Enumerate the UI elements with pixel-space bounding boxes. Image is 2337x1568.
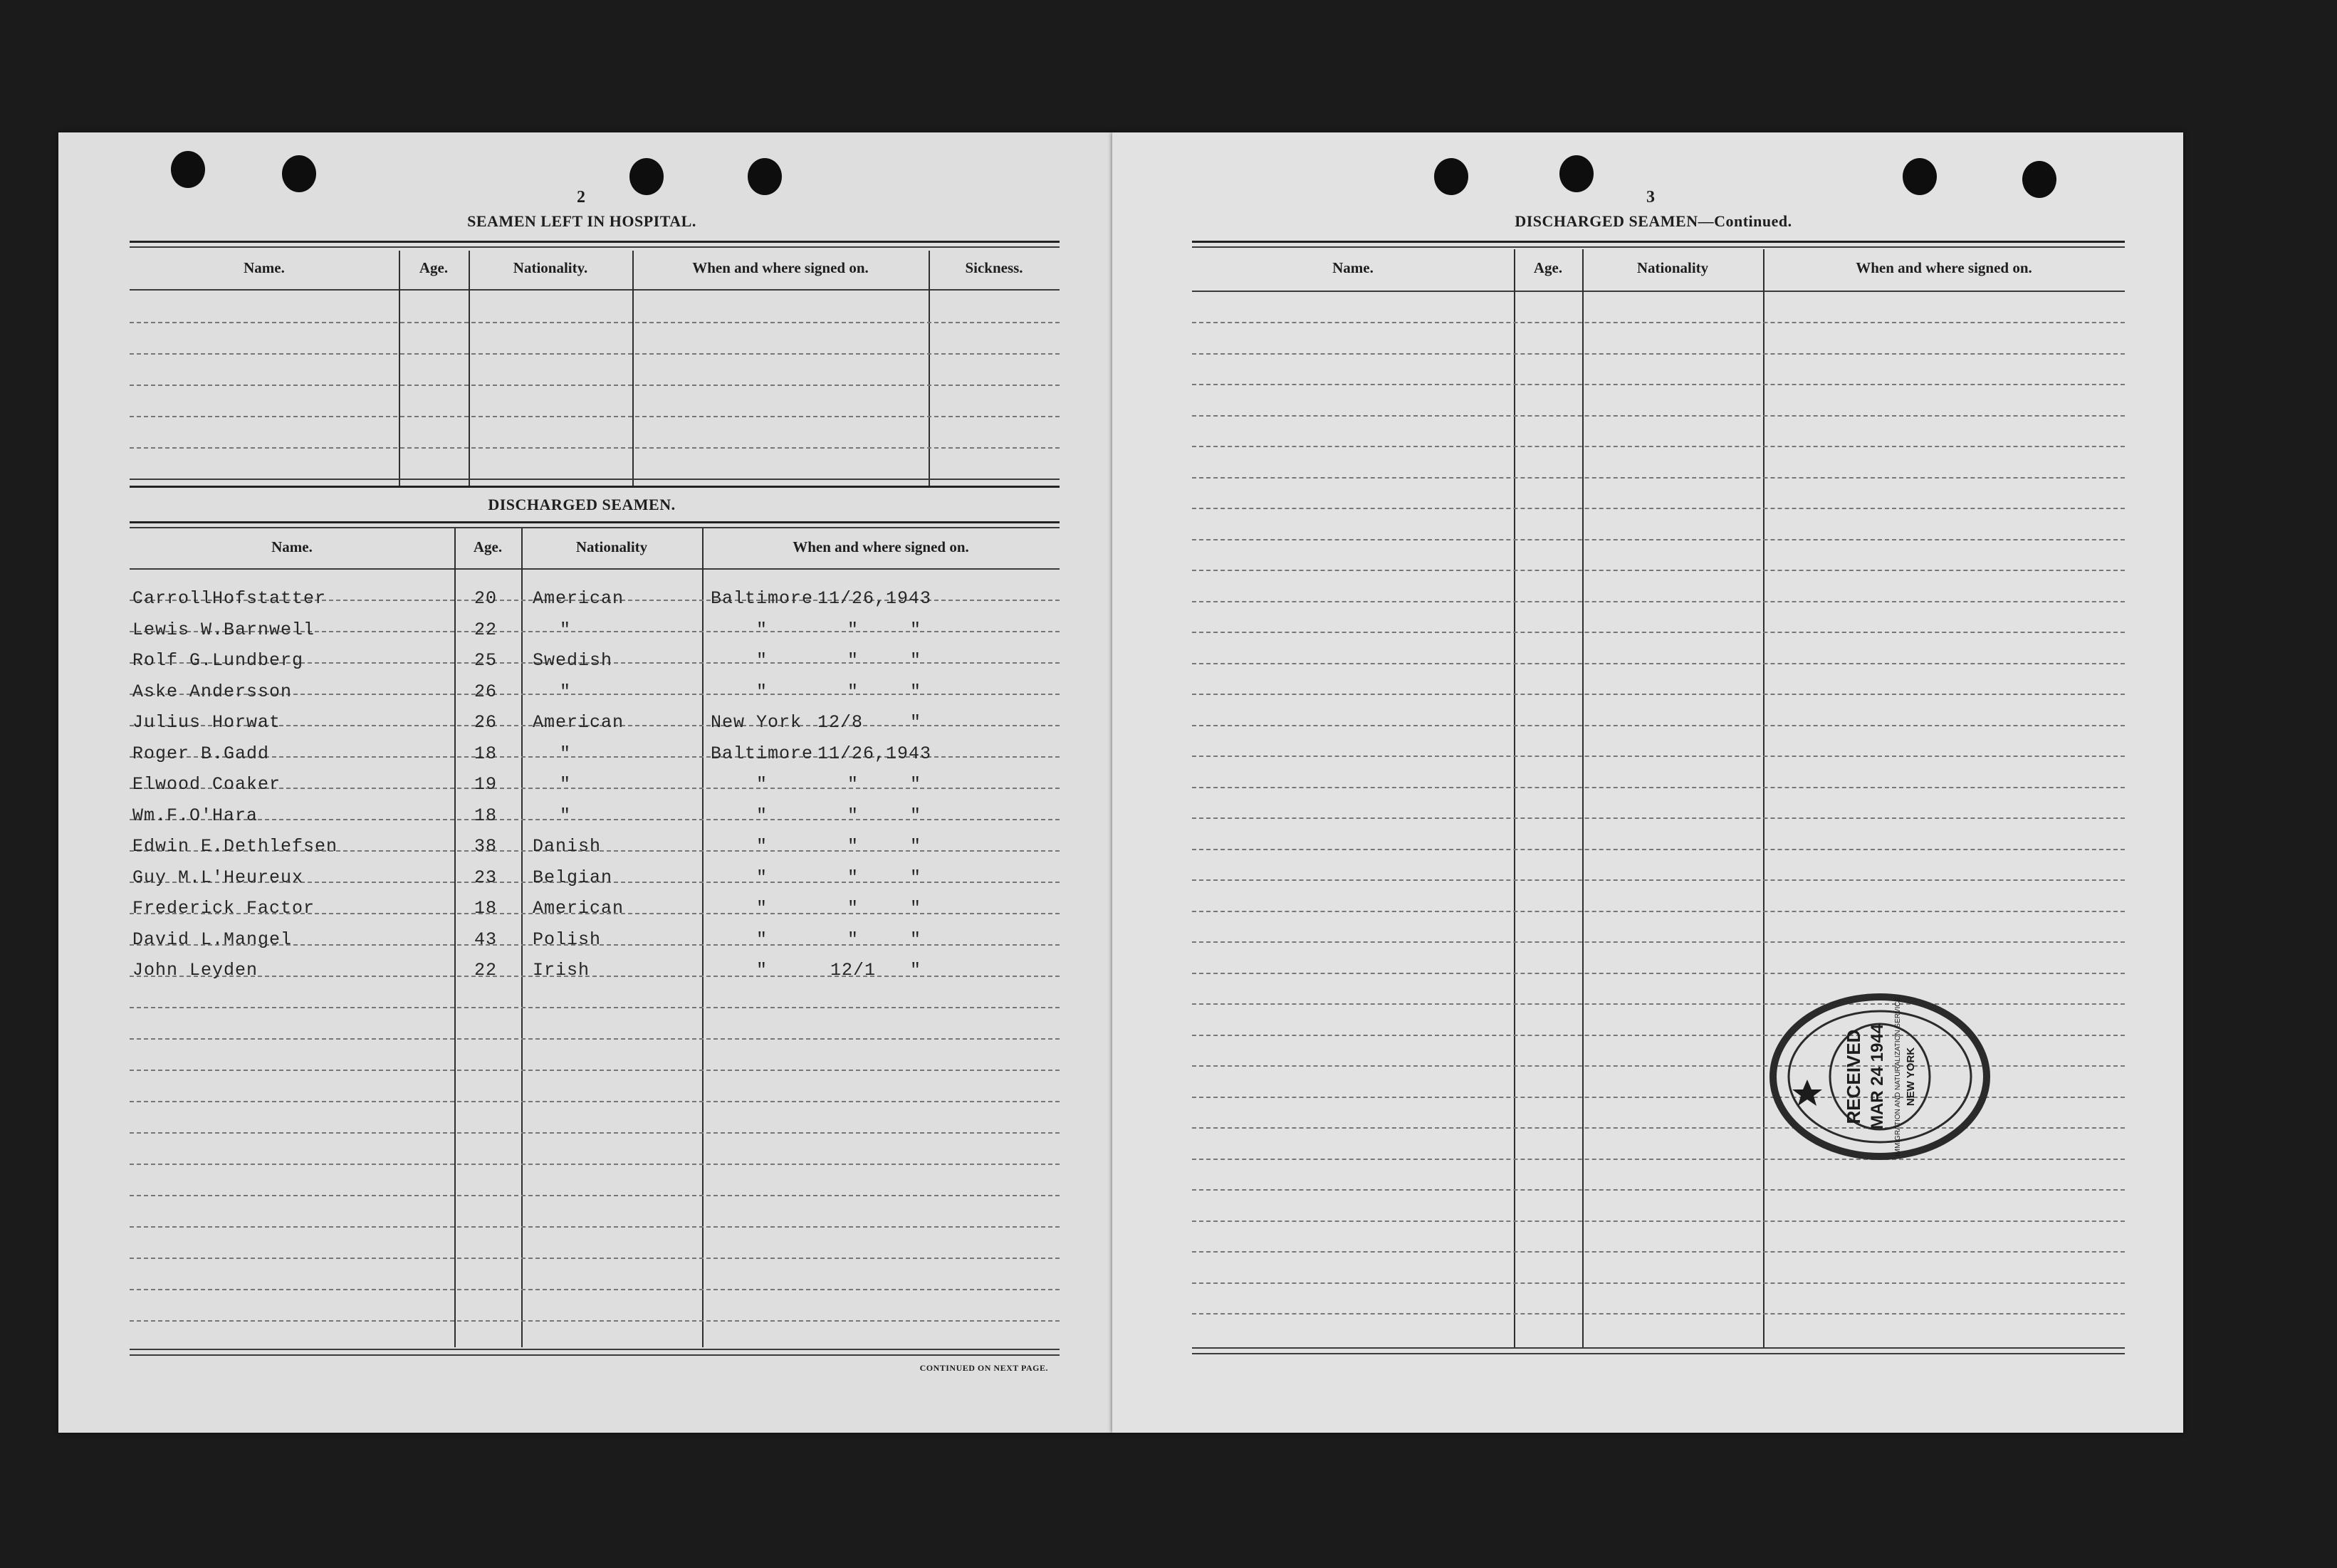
ruled-line [1192, 879, 2125, 881]
signed-on-date: " [847, 929, 859, 950]
column-divider [929, 251, 930, 486]
received-stamp [1766, 991, 1994, 1162]
ruled-line [1192, 353, 2125, 355]
column-header-signed-on: When and where signed on. [692, 259, 869, 276]
ruled-line [1192, 973, 2125, 974]
ruled-line [1192, 787, 2125, 788]
table-rule [130, 246, 1060, 248]
ruled-line [1192, 941, 2125, 943]
seaman-age: 22 [474, 960, 498, 981]
hospital-section-title: SEAMEN LEFT IN HOSPITAL. [467, 212, 696, 230]
binder-hole [171, 151, 205, 188]
column-divider [1514, 249, 1515, 1347]
seaman-name: Aske Andersson [132, 681, 293, 702]
ruled-line [1192, 539, 2125, 540]
ruled-line [130, 1289, 1060, 1290]
signed-on-date: " [847, 619, 859, 640]
signed-on-ditto: " [910, 929, 922, 950]
ruled-line [130, 353, 1060, 355]
signed-on-ditto: " [910, 960, 922, 981]
signed-on-date: 12/8 [817, 712, 864, 733]
ruled-line [1192, 663, 2125, 664]
ruled-line [1192, 1221, 2125, 1222]
ruled-line [130, 1226, 1060, 1228]
seaman-nationality: " [560, 681, 572, 702]
seaman-age: 20 [474, 588, 498, 609]
signed-on-place: " [756, 619, 768, 640]
ruled-line [130, 1007, 1060, 1008]
ruled-line [130, 1195, 1060, 1196]
seaman-name: CarrollHofstatter [132, 588, 327, 609]
column-header-name: Name. [1332, 259, 1374, 276]
column-header-nationality: Nationality. [513, 259, 588, 276]
table-rule [130, 486, 1060, 488]
signed-on-ditto: " [910, 681, 922, 702]
signed-on-place: " [756, 929, 768, 950]
stamp-service-text: IMMIGRATION AND NATURALIZATION SERVICE [1894, 996, 1902, 1157]
seaman-age: 22 [474, 619, 498, 640]
ruled-line [130, 416, 1060, 417]
column-header-name: Name. [271, 538, 313, 555]
signed-on-ditto: " [910, 898, 922, 919]
signed-on-ditto: " [910, 774, 922, 795]
ruled-line [130, 1132, 1060, 1134]
column-header-name: Name. [244, 259, 285, 276]
signed-on-place: " [756, 867, 768, 888]
ruled-line [130, 1070, 1060, 1071]
seaman-age: 18 [474, 898, 498, 919]
seaman-nationality: " [560, 619, 572, 640]
column-header-age: Age. [419, 259, 449, 276]
seaman-name: John Leyden [132, 960, 258, 981]
seaman-nationality: " [560, 743, 572, 764]
discharged-continued-title: DISCHARGED SEAMEN—Continued. [1515, 212, 1792, 230]
ruled-line [1192, 477, 2125, 479]
signed-on-date: " [847, 898, 859, 919]
ruled-line [1192, 322, 2125, 323]
seaman-name: Guy M.L'Heureux [132, 867, 304, 888]
seaman-nationality: American [533, 588, 624, 609]
table-rule [130, 289, 1060, 291]
signed-on-ditto: " [910, 836, 922, 857]
seaman-age: 18 [474, 805, 498, 826]
seaman-nationality: American [533, 898, 624, 919]
signed-on-place: " [756, 681, 768, 702]
binder-hole [282, 155, 316, 192]
ruled-line [130, 1038, 1060, 1040]
continued-note: CONTINUED ON NEXT PAGE. [919, 1363, 1048, 1373]
column-header-age: Age. [1533, 259, 1563, 276]
ruled-line [1192, 1313, 2125, 1314]
ruled-line [130, 1320, 1060, 1322]
ruled-line [1192, 817, 2125, 819]
column-divider [1582, 249, 1584, 1347]
seaman-name: Julius Horwat [132, 712, 281, 733]
ruled-line [1192, 570, 2125, 571]
ruled-line [1192, 632, 2125, 633]
table-rule [130, 527, 1060, 528]
ruled-line [130, 385, 1060, 386]
signed-on-ditto: " [910, 712, 922, 733]
ruled-line [1192, 446, 2125, 447]
signed-on-place: New York [711, 712, 802, 733]
signed-on-ditto: " [910, 867, 922, 888]
seaman-age: 19 [474, 774, 498, 795]
column-divider [702, 528, 704, 1347]
table-rule [1192, 241, 2125, 243]
ruled-line [130, 1164, 1060, 1165]
table-rule [130, 521, 1060, 523]
column-divider [1763, 249, 1764, 1347]
signed-on-ditto: " [910, 805, 922, 826]
seaman-name: Rolf G.Lundberg [132, 650, 304, 671]
seaman-name: Elwood Coaker [132, 774, 281, 795]
table-rule [1192, 1347, 2125, 1349]
ruled-line [130, 447, 1060, 449]
seaman-name: Roger B.Gadd [132, 743, 270, 764]
discharged-section-title: DISCHARGED SEAMEN. [488, 496, 676, 513]
signed-on-place: " [756, 898, 768, 919]
column-header-signed-on: When and where signed on. [793, 538, 969, 555]
column-divider [469, 251, 470, 486]
seaman-nationality: " [560, 774, 572, 795]
ruled-line [1192, 694, 2125, 695]
signed-on-date: " [847, 805, 859, 826]
seaman-nationality: Belgian [533, 867, 613, 888]
ruled-line [1192, 601, 2125, 602]
signed-on-date: 11/26,1943 [817, 588, 932, 609]
ruled-line [130, 322, 1060, 323]
left-page [58, 132, 1112, 1433]
page-number: 3 [1646, 188, 1655, 207]
column-header-signed-on: When and where signed on. [1856, 259, 2032, 276]
binder-hole [1434, 158, 1468, 195]
seaman-age: 26 [474, 681, 498, 702]
column-divider [632, 251, 634, 486]
seaman-nationality: " [560, 805, 572, 826]
seaman-name: Frederick Factor [132, 898, 315, 919]
signed-on-date: " [847, 650, 859, 671]
column-header-nationality: Nationality [575, 538, 648, 555]
signed-on-place: Baltimore [711, 588, 814, 609]
ruled-line [1192, 1251, 2125, 1253]
table-rule [130, 568, 1060, 570]
signed-on-place: " [756, 650, 768, 671]
signed-on-place: " [756, 960, 768, 981]
ruled-line [1192, 1282, 2125, 1284]
seaman-age: 25 [474, 650, 498, 671]
ruled-line [1192, 508, 2125, 509]
table-rule [1192, 1353, 2125, 1354]
column-header-age: Age. [473, 538, 503, 555]
signed-on-date: 11/26,1943 [817, 743, 932, 764]
binder-hole [1559, 155, 1594, 192]
signed-on-ditto: " [910, 619, 922, 640]
ruled-line [1192, 415, 2125, 417]
column-header-nationality: Nationality [1636, 259, 1709, 276]
seaman-name: Wm.F.O'Hara [132, 805, 258, 826]
ruled-line [1192, 849, 2125, 850]
seaman-nationality: Polish [533, 929, 602, 950]
seaman-age: 23 [474, 867, 498, 888]
stamp-city-text: NEW YORK [1905, 1047, 1917, 1107]
signed-on-date: " [847, 867, 859, 888]
ruled-line [130, 1101, 1060, 1102]
signed-on-date: " [847, 836, 859, 857]
seaman-age: 26 [474, 712, 498, 733]
ruled-line [130, 1258, 1060, 1259]
ruled-line [1192, 756, 2125, 757]
seaman-nationality: Danish [533, 836, 602, 857]
table-rule [130, 1349, 1060, 1350]
column-divider [399, 251, 400, 486]
signed-on-date: " [847, 681, 859, 702]
signed-on-place: " [756, 774, 768, 795]
right-page [1112, 132, 2183, 1433]
seaman-name: Lewis W.Barnwell [132, 619, 315, 640]
seaman-name: Edwin E.Dethlefsen [132, 836, 338, 857]
table-rule [130, 1354, 1060, 1356]
table-rule [1192, 246, 2125, 248]
seaman-age: 18 [474, 743, 498, 764]
seaman-nationality: Irish [533, 960, 590, 981]
ruled-line [1192, 1189, 2125, 1191]
signed-on-place: Baltimore [711, 743, 814, 764]
signed-on-place: " [756, 805, 768, 826]
seaman-age: 43 [474, 929, 498, 950]
column-divider [454, 528, 456, 1347]
binder-hole [748, 158, 782, 195]
page-number: 2 [577, 188, 585, 207]
seaman-nationality: Swedish [533, 650, 613, 671]
binder-hole [2022, 161, 2056, 198]
table-rule [130, 241, 1060, 243]
signed-on-place: " [756, 836, 768, 857]
column-header-sickness: Sickness. [965, 259, 1023, 276]
seaman-nationality: American [533, 712, 624, 733]
signed-on-date: " [847, 774, 859, 795]
stamp-received-text: RECEIVED [1843, 1029, 1864, 1124]
ruled-line [1192, 911, 2125, 912]
column-divider [521, 528, 523, 1347]
table-rule [1192, 291, 2125, 292]
seaman-age: 38 [474, 836, 498, 857]
ruled-line [1192, 725, 2125, 726]
binder-hole [629, 158, 664, 195]
table-rule [130, 479, 1060, 480]
binder-hole [1903, 158, 1937, 195]
ruled-line [1192, 384, 2125, 385]
signed-on-ditto: " [910, 650, 922, 671]
signed-on-date: 12/1 [830, 960, 877, 981]
stamp-date-text: MAR 24 1944 [1868, 1023, 1887, 1130]
seaman-name: David L.Mangel [132, 929, 293, 950]
